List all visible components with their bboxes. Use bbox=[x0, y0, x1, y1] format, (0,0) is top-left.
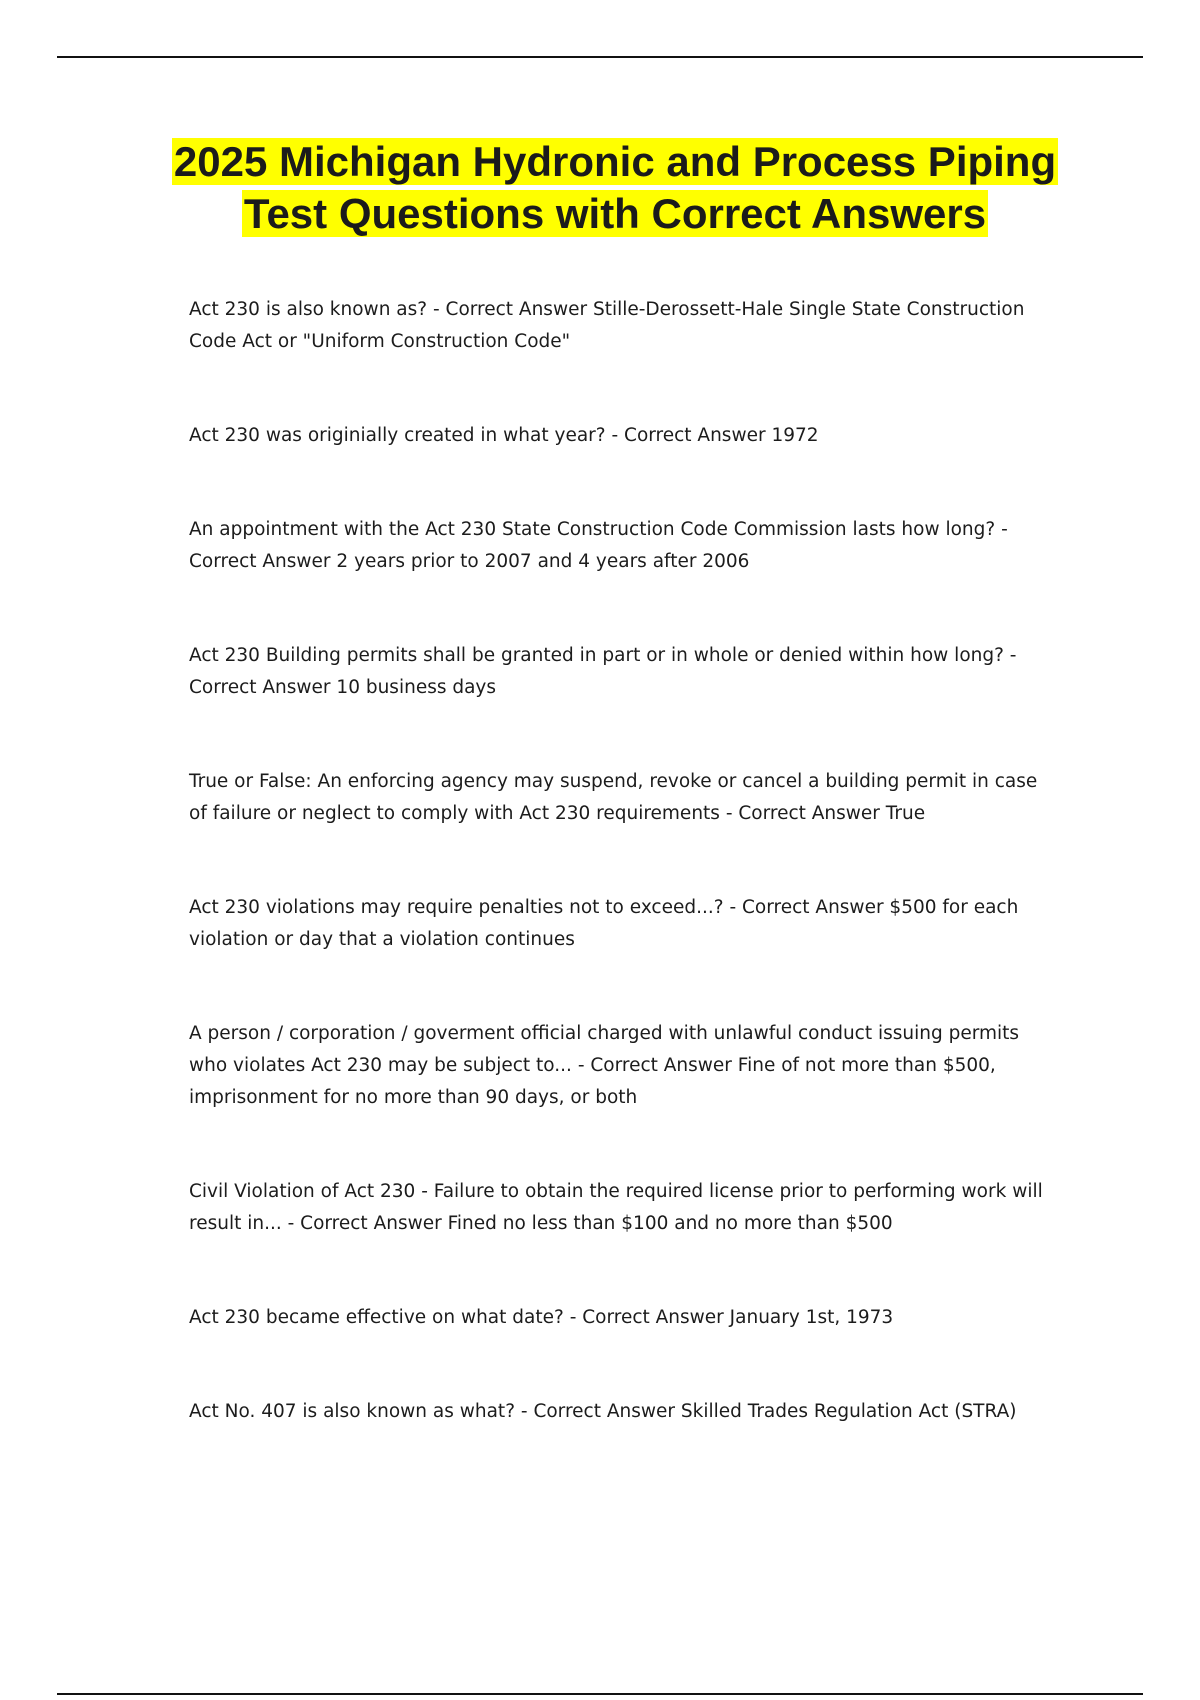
qa-item: True or False: An enforcing agency may suspend, revoke or cancel a building permit in case of failure or neglect to comply with Act 230 requirements - Correct Answer True bbox=[189, 771, 1038, 824]
header-rule bbox=[57, 56, 1143, 58]
qa-item: Act 230 became effective on what date? - Correct Answer January 1st, 1973 bbox=[189, 1307, 894, 1328]
qa-item: Act 230 was originially created in what year? - Correct Answer 1972 bbox=[189, 425, 819, 446]
qa-item: Act No. 407 is also known as what? - Correct Answer Skilled Trades Regulation Act (STRA) bbox=[189, 1401, 1017, 1422]
title-highlight: 2025 Michigan Hydronic and Process Piping Test Questions with Correct Answers bbox=[173, 138, 1057, 237]
qa-item: Civil Violation of Act 230 - Failure to obtain the required license prior to performing work will result in... - Correct Answer Fined no less than $100 and no more than $500 bbox=[189, 1181, 1043, 1234]
document-title bbox=[150, 136, 1080, 240]
qa-item: A person / corporation / goverment official charged with unlawful conduct issuing permits who violates Act 230 may be subject to... - Correct Answer Fine of not more than $500, imprisonment for no more than 90 days, or both bbox=[189, 1023, 1020, 1108]
qa-item: Act 230 violations may require penalties not to exceed...? - Correct Answer $500 for each violation or day that a violation continues bbox=[189, 897, 1019, 950]
qa-item: Act 230 Building permits shall be granted in part or in whole or denied within how long? - Correct Answer 10 business days bbox=[189, 645, 1017, 698]
title-block bbox=[150, 136, 1080, 240]
qa-item: An appointment with the Act 230 State Construction Code Commission lasts how long? - Correct Answer 2 years prior to 2007 and 4 years after 2006 bbox=[189, 519, 1008, 572]
qa-item: Act 230 is also known as? - Correct Answer Stille-Derossett-Hale Single State Construction Code Act or "Uniform Construction Code" bbox=[189, 299, 1025, 352]
qa-list bbox=[189, 294, 1059, 1428]
footer-rule bbox=[57, 1693, 1143, 1695]
